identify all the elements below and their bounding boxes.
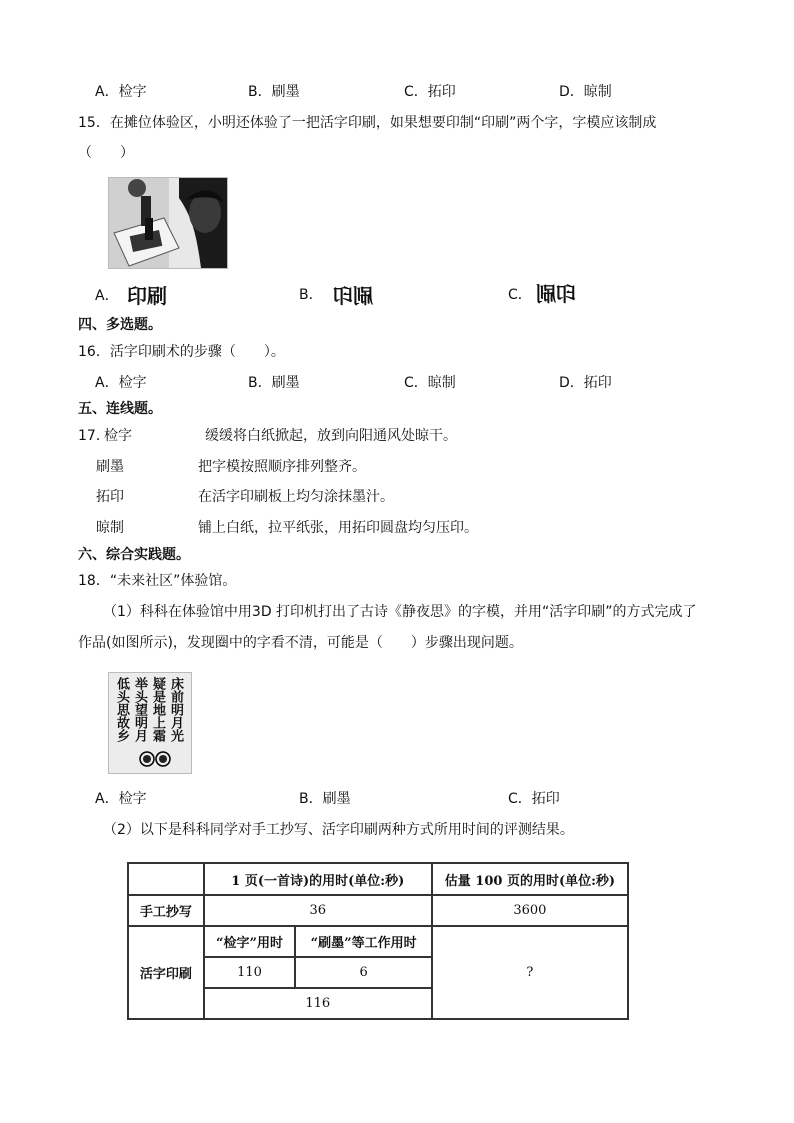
q15-option-c-glyph: 印刷 [536,282,576,306]
poem-column: 举头望明月 [132,677,147,742]
poem-print-image [108,672,192,774]
section-5-heading: 五、连线题。 [78,401,162,417]
printing-photo [108,177,228,269]
poem-column: 床前明月光 [168,677,183,742]
pick-type-time-value: 110 [204,957,296,988]
q17-right-item: 在活字印刷板上均匀涂抹墨汁。 [198,489,394,505]
ink-work-time-value: 6 [295,957,431,988]
q15-option-b-glyph: 刷印 [333,284,373,308]
row-label-handwriting: 手工抄写 [128,895,204,926]
q16-stem: 16．活字印刷术的步骤（ ）。 [78,344,285,360]
subheader-pick-type-time: “检字”用时 [204,926,296,957]
q18-option-b: B．刷墨 [299,791,351,807]
q15-option-a-glyph: 印刷 [127,284,167,308]
q15-stem: 15．在摊位体验区，小明还体验了一把活字印刷，如果想要印制“印刷”两个字，字模应该制成 [78,115,657,131]
handwriting-one-page-time: 36 [204,895,432,926]
q16-option-a: A．检字 [95,375,147,391]
q14-option-d: D．晾制 [559,84,612,100]
table-header-100-pages: 估量 100 页的用时(单位:秒) [432,863,628,895]
q15-option-a-label: A． [95,288,119,304]
q15-option-b-label: B． [299,287,323,303]
q17-right-item: 把字模按照顺序排列整齐。 [198,459,366,475]
row-label-movable-type: 活字印刷 [128,926,204,1019]
q17-number: 17． [78,428,110,444]
q17-left-item: 刷墨 [96,459,124,475]
q18-option-c: C．拓印 [508,791,560,807]
q14-option-a: A．检字 [95,84,147,100]
q17-left-item: 拓印 [96,489,124,505]
q16-option-b: B．刷墨 [248,375,300,391]
q16-option-d: D．拓印 [559,375,612,391]
q15-paren: （ ） [78,145,134,161]
section-6-heading: 六、综合实践题。 [78,547,190,563]
q18-part1-line2: 作品(如图所示)，发现圈中的字看不清，可能是（ ）步骤出现问题。 [78,635,523,651]
q15-option-c-label: C． [508,287,532,303]
handwriting-100-page-time: 3600 [432,895,628,926]
q17-left-item: 检字 [104,428,132,444]
q17-right-item: 缓缓将白纸掀起，放到向阳通风处晾干。 [205,428,457,444]
q18-part1-line1: （1）科科在体验馆中用3D 打印机打出了古诗《静夜思》的字模，并用“活字印刷”的方式完成了 [103,604,697,620]
time-evaluation-table [127,862,629,1020]
movable-type-100-page-unknown: ? [432,926,628,1019]
table-header-one-page: 1 页(一首诗)的用时(单位:秒) [204,863,432,895]
q18-option-a: A．检字 [95,791,147,807]
q18-part2-text: （2）以下是科科同学对手工抄写、活字印刷两种方式所用时间的评测结果。 [103,822,574,838]
subheader-ink-work-time: “刷墨”等工作用时 [295,926,431,957]
movable-type-total-time: 116 [204,988,432,1019]
q14-option-c: C．拓印 [404,84,456,100]
q16-option-c: C．晾制 [404,375,456,391]
q17-left-item: 晾制 [96,520,124,536]
poem-column: 低头思故乡 [114,677,129,742]
poem-column: 疑是地上霜 [150,677,165,742]
q14-option-b: B．刷墨 [248,84,300,100]
q18-stem: 18．“未来社区”体验馆。 [78,573,237,589]
table-corner-cell [128,863,204,895]
q17-right-item: 铺上白纸，拉平纸张，用拓印圆盘均匀压印。 [198,520,478,536]
section-4-heading: 四、多选题。 [78,317,162,333]
